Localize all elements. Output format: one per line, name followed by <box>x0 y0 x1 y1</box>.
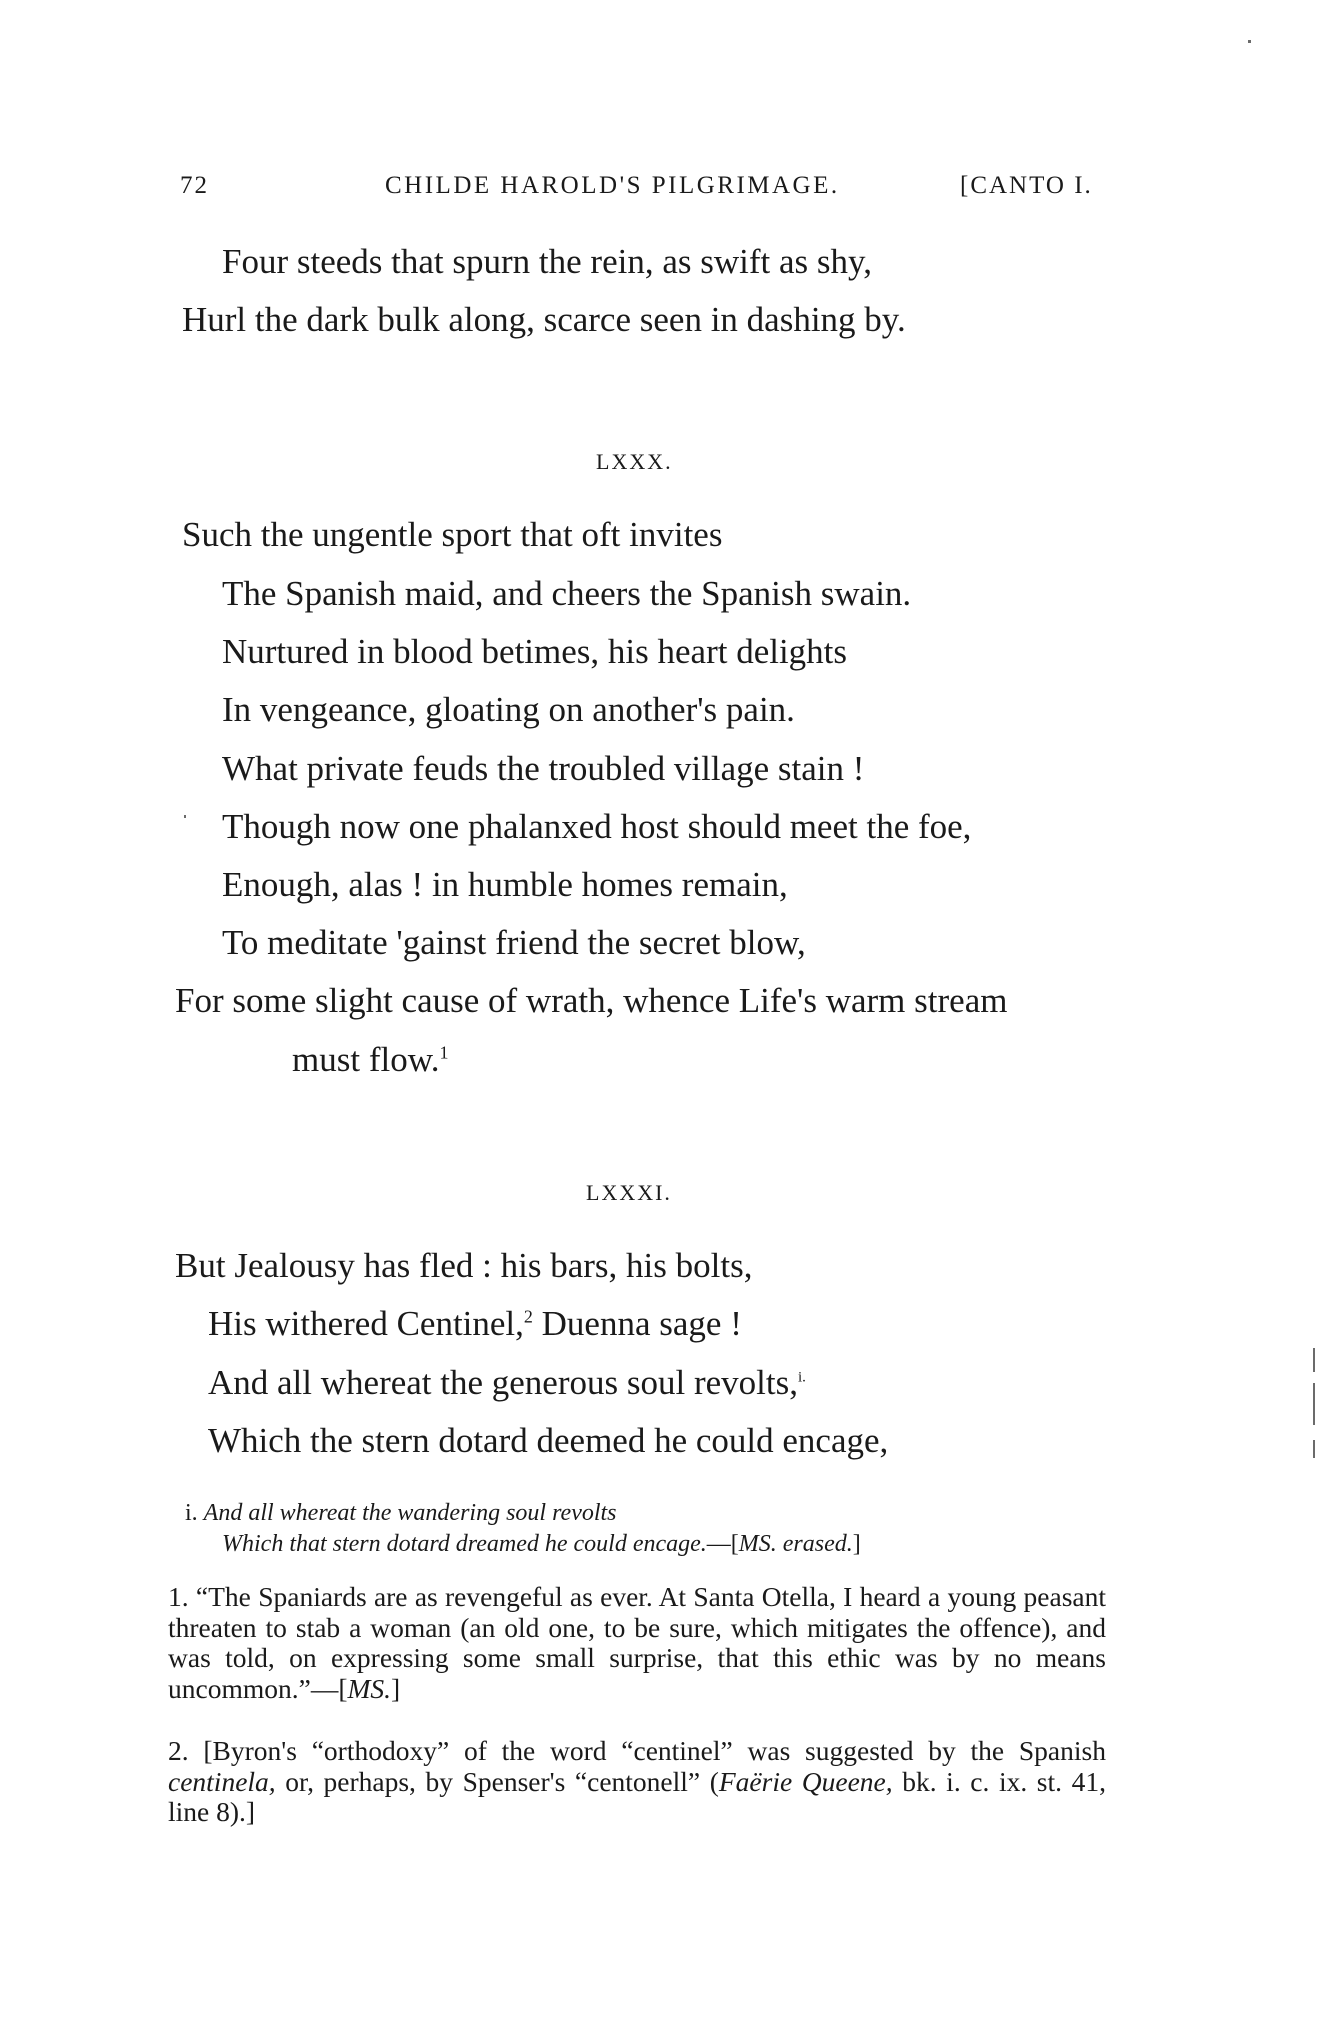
verse-line: Enough, alas ! in humble homes remain, <box>222 865 788 904</box>
verse-line: But Jealousy has fled : his bars, his bolts, <box>175 1246 753 1285</box>
verse-line: In vengeance, gloating on another's pain. <box>222 690 795 729</box>
footnote-2 <box>168 1736 1106 1828</box>
variant-note-line <box>222 1532 861 1556</box>
verse-line: To meditate 'gainst friend the secret blow, <box>222 923 806 962</box>
scan-speck <box>1313 1383 1315 1425</box>
verse-line: Such the ungentle sport that oft invites <box>182 515 723 554</box>
verse-line <box>208 1365 806 1400</box>
running-header <box>0 172 1341 212</box>
verse-line: What private feuds the troubled village stain ! <box>222 749 865 788</box>
verse-line: Though now one phalanxed host should meet the foe, <box>222 807 972 846</box>
footnote-source: MS. <box>347 1672 392 1704</box>
scan-speck <box>1313 1440 1315 1458</box>
variant-source: MS. erased. <box>738 1531 853 1557</box>
stanza-number: LXXXI. <box>586 1180 672 1205</box>
verse-line: Four steeds that spurn the rein, as swift as shy, <box>222 242 872 281</box>
footnote-text: or, perhaps, by Spenser's “centonell” ( <box>275 1765 719 1797</box>
footnote-text: 1. “The Spaniards are as revengeful as ever. At Santa Otella, I heard a young peasant threaten to stab a woman (an old one, to be sure, which mitigates the offence), and was told, on expressing some small surprise, that this ethic was by no means uncommon.”—[ <box>168 1581 1106 1704</box>
verse-line-text: must flow. <box>292 1040 440 1079</box>
footnote-text: 2. [Byron's “orthodoxy” of the word “centinel” was suggested by the Spanish <box>168 1735 1106 1766</box>
verse-line <box>208 1306 742 1341</box>
variant-source-open: —[ <box>706 1531 739 1557</box>
stanza-number: LXXX. <box>596 449 673 474</box>
variant-note-line <box>185 1501 617 1525</box>
canto-label: [CANTO I. <box>960 172 1093 199</box>
verse-line: Hurl the dark bulk along, scarce seen in dashing by. <box>182 300 906 339</box>
footnote-italic: centinela, <box>168 1765 276 1797</box>
footnote-1 <box>168 1582 1106 1704</box>
scan-speck <box>1248 40 1251 43</box>
footnote-close: ] <box>391 1672 401 1704</box>
verse-line: The Spanish maid, and cheers the Spanish swain. <box>222 574 912 613</box>
verse-line-text: Duenna sage ! <box>532 1304 742 1343</box>
running-title: CHILDE HAROLD'S PILGRIMAGE. <box>385 172 840 199</box>
footnote-marker: 2 <box>523 1306 533 1327</box>
verse-line <box>292 1042 448 1077</box>
verse-line: Nurtured in blood betimes, his heart delights <box>222 632 848 671</box>
page-number: 72 <box>180 172 209 199</box>
scan-speck <box>184 815 186 818</box>
verse-line: Which the stern dotard deemed he could encage, <box>208 1421 889 1460</box>
verse-line-text: His withered Centinel, <box>208 1304 524 1343</box>
verse-line-text: And all whereat the generous soul revolts, <box>208 1363 798 1402</box>
footnote-italic: Faërie Queene, <box>718 1765 893 1797</box>
variant-label: i. <box>185 1500 198 1526</box>
variant-source-close: ] <box>852 1531 861 1557</box>
scan-speck <box>1313 1348 1315 1372</box>
footnote-text: bk. i. c. ix. st. 41, line 8).] <box>168 1765 1106 1827</box>
variant-text: Which that stern dotard dreamed he could encage. <box>222 1531 707 1557</box>
variant-text: And all whereat the wandering soul revolts <box>203 1500 617 1526</box>
footnote-marker: 1 <box>439 1042 449 1063</box>
verse-line: For some slight cause of wrath, whence Life's warm stream <box>175 981 1008 1020</box>
variant-marker: i. <box>797 1369 806 1386</box>
